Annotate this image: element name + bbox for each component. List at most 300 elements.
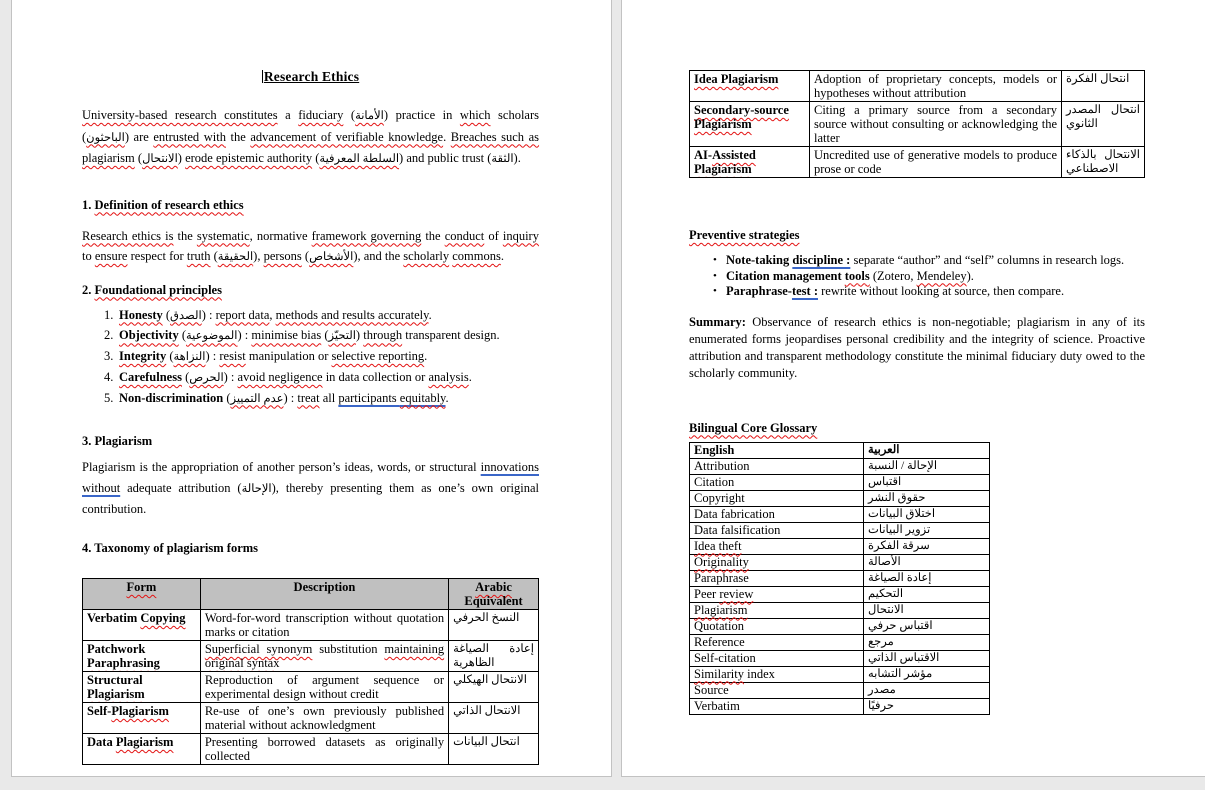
text-run: . xyxy=(468,369,472,384)
spellcheck-flagged-word: الأشخاص xyxy=(309,251,354,263)
english-term-cell xyxy=(690,490,864,506)
grammar-flagged-text: test : xyxy=(791,284,818,298)
spellcheck-flag-wrap xyxy=(694,603,747,617)
text-run: ) : xyxy=(201,307,216,322)
english-term-cell xyxy=(690,506,864,522)
arabic-term-cell: الإحالة / النسبة xyxy=(864,458,990,474)
text-run: a xyxy=(277,108,299,122)
definition-paragraph xyxy=(82,226,539,268)
english-term-cell xyxy=(690,602,864,618)
text-run: ) : xyxy=(205,349,220,364)
description-cell xyxy=(200,640,448,671)
spellcheck-flag-wrap xyxy=(86,132,125,144)
col-header-arabic-equivalent xyxy=(449,578,539,609)
arabic-term-cell: حقوق النشر xyxy=(864,490,990,506)
text-run: transparent design. xyxy=(402,328,500,343)
spellcheck-flagged-word: النزاهة xyxy=(173,351,206,364)
spellcheck-flag-wrap xyxy=(119,370,182,384)
text-run: substitution xyxy=(312,641,385,656)
arabic-term-cell: حرفيًا xyxy=(864,698,990,714)
text-cursor xyxy=(262,70,263,83)
arabic-term-cell: مرجع xyxy=(864,634,990,650)
spellcheck-flagged-word: الباحثون xyxy=(86,131,125,144)
spellcheck-flag-wrap xyxy=(329,330,356,342)
spellcheck-flag-wrap xyxy=(312,229,422,243)
spellcheck-flagged-word: Plagiarism xyxy=(694,602,748,617)
arabic-equivalent-cell: إعادة الصياغة الظاهرية xyxy=(449,640,539,671)
heading-preventive-strategies xyxy=(689,226,1145,244)
spellcheck-flag-wrap xyxy=(331,349,428,364)
spellcheck-flag-wrap xyxy=(82,229,173,243)
text-run: 4. Taxonomy of plagiarism forms xyxy=(82,540,259,555)
text-run: الثقة xyxy=(491,153,514,165)
spellcheck-flag-wrap xyxy=(452,249,501,263)
spellcheck-flag-wrap xyxy=(119,308,163,322)
glossary-row xyxy=(690,538,990,554)
page-1-content xyxy=(82,68,539,765)
text-run: Re-use of one’s own previously published material without acknowledgment xyxy=(204,703,445,732)
spellcheck-flagged-word: Plagiarism xyxy=(115,734,174,749)
spellcheck-flag-wrap xyxy=(403,249,449,263)
spellcheck-flagged-word: resist xyxy=(219,349,246,364)
spellcheck-flag-wrap xyxy=(319,153,399,165)
text-run: ( xyxy=(178,328,187,343)
col-header-english xyxy=(690,442,864,458)
spellcheck-flagged-word: الصدق xyxy=(170,309,202,322)
english-term-cell xyxy=(690,458,864,474)
text-run: Presenting borrowed datasets as originally collected xyxy=(204,734,445,763)
spellcheck-flag-wrap xyxy=(116,735,174,749)
text-run: 3. xyxy=(104,349,114,364)
text-run: Source xyxy=(694,682,729,697)
spellcheck-flag-wrap xyxy=(355,110,384,122)
table-row xyxy=(690,71,1145,102)
text-run: Note-taking xyxy=(726,253,793,267)
spellcheck-flag-wrap xyxy=(689,228,800,242)
description-cell xyxy=(200,733,448,764)
arabic-term-cell: مصدر xyxy=(864,682,990,698)
col-header-form xyxy=(83,578,201,609)
spellcheck-flagged-word: fiduciary xyxy=(298,108,344,122)
spellcheck-flagged-word: inquiry xyxy=(502,228,539,243)
glossary-row xyxy=(690,506,990,522)
glossary-row xyxy=(690,602,990,618)
text-run: ( xyxy=(210,249,218,263)
text-run: all xyxy=(319,390,339,405)
text-run: Reference xyxy=(694,634,745,649)
spellcheck-flagged-word: عدم التمييز xyxy=(230,392,284,405)
text-run: Data fabrication xyxy=(694,506,775,521)
heading-plagiarism xyxy=(82,432,539,450)
text-run: ) xyxy=(355,328,364,343)
glossary-row xyxy=(690,554,990,570)
spellcheck-flagged-word: Arabic xyxy=(475,579,512,594)
preventive-strategies-list xyxy=(689,253,1145,300)
grammar-flagged-text xyxy=(400,391,446,405)
spellcheck-flag-wrap xyxy=(95,249,128,263)
glossary-row xyxy=(690,586,990,602)
arabic-equivalent-cell: انتحال المصدر الثانوي xyxy=(1062,102,1145,147)
arabic-equivalent-cell: انتحال الفكرة xyxy=(1062,71,1145,102)
text-run: separate “author” and “self” columns in research logs. xyxy=(850,253,1125,267)
english-term-cell xyxy=(690,570,864,586)
spellcheck-flag-wrap xyxy=(460,108,491,122)
spellcheck-flag-wrap xyxy=(219,349,245,363)
form-cell xyxy=(690,102,810,147)
col-header-description xyxy=(200,578,448,609)
spellcheck-flag-wrap xyxy=(205,642,313,656)
text-run: Citing a primary source from a secondary source without consulting or acknowledging the latter xyxy=(814,103,1057,145)
text-run: Paraphrase xyxy=(694,570,749,585)
text-run: Plagiarism is the appropriation of another person’s ideas, words, or structural xyxy=(82,460,481,475)
spellcheck-flag-wrap xyxy=(187,249,211,263)
spellcheck-flagged-word: Idea theft xyxy=(694,538,742,553)
form-cell xyxy=(83,640,201,671)
principles-list xyxy=(82,306,539,410)
text-run: Reproduction of argument sequence or experimental design without credit xyxy=(204,672,445,701)
list-item xyxy=(713,284,1145,300)
spellcheck-flag-wrap xyxy=(264,249,302,263)
spellcheck-flag-wrap xyxy=(216,308,270,322)
english-term-cell xyxy=(690,554,864,570)
heading-taxonomy xyxy=(82,539,539,557)
spellcheck-flagged-word: Originality xyxy=(694,554,749,569)
text-run: to xyxy=(82,249,95,263)
text-run: . xyxy=(500,249,504,263)
text-run: manipulation or xyxy=(245,349,332,364)
spellcheck-flag-wrap xyxy=(197,229,250,243)
spellcheck-flagged-word: conduct xyxy=(444,228,485,243)
spellcheck-flagged-word: methods and results accurately xyxy=(275,307,429,322)
text-run: ) practice in xyxy=(383,108,460,122)
list-item xyxy=(104,368,539,389)
spellcheck-flag-wrap xyxy=(694,103,789,131)
arabic-term-cell: سرقة الفكرة xyxy=(864,538,990,554)
spellcheck-flag-wrap xyxy=(694,555,749,569)
spellcheck-flagged-word: الموضوعية xyxy=(186,330,238,343)
description-cell xyxy=(200,702,448,733)
text-run: Verbatim xyxy=(694,698,740,713)
description-cell xyxy=(200,671,448,702)
text-run: Data xyxy=(87,734,116,749)
grammar-flagged-text: participants xyxy=(338,390,400,405)
page-2[interactable] xyxy=(621,0,1205,777)
spellcheck-flag-wrap xyxy=(297,391,319,405)
text-run: 5. xyxy=(104,390,114,405)
spellcheck-flagged-word: Plagiarism xyxy=(87,686,145,701)
text-run: 1. xyxy=(82,197,95,212)
spellcheck-flagged-word: Similarity xyxy=(694,666,744,681)
spellcheck-flagged-word: Foundational principles xyxy=(94,282,222,297)
text-run: Description xyxy=(293,579,356,594)
text-run: Citation management xyxy=(726,268,845,283)
text-run: ), thereby presenting them as one’s own original contribution. xyxy=(82,480,539,517)
spellcheck-flagged-word: الحقيقة xyxy=(217,251,254,263)
spellcheck-flag-wrap xyxy=(694,667,744,681)
text-run: ), xyxy=(253,249,264,263)
text-run: ) and public trust ( xyxy=(399,151,492,165)
english-term-cell xyxy=(690,474,864,490)
spellcheck-flagged-word: equitably xyxy=(399,390,446,405)
spellcheck-flagged-word: Preventive strategies xyxy=(689,228,800,242)
english-term-cell xyxy=(690,634,864,650)
spellcheck-flagged-word: Paraphrasing xyxy=(87,655,160,670)
arabic-equivalent-cell: النسخ الحرفي xyxy=(449,609,539,640)
table-row xyxy=(690,102,1145,147)
glossary-row xyxy=(690,650,990,666)
description-cell xyxy=(200,609,448,640)
spellcheck-flagged-word: truth xyxy=(186,249,211,263)
spellcheck-flag-wrap xyxy=(363,328,402,342)
page-2-content xyxy=(689,70,1145,715)
glossary-row xyxy=(690,666,990,682)
spellcheck-flagged-word: Breaches such as xyxy=(450,129,540,144)
text-run: of xyxy=(484,228,503,243)
text-run: , normative xyxy=(249,228,312,243)
text-run: ). xyxy=(513,151,521,165)
spellcheck-flag-wrap xyxy=(142,153,178,165)
arabic-equivalent-cell: الانتحال بالذكاء الاصطناعي xyxy=(1062,147,1145,178)
text-run: ) : xyxy=(237,328,252,343)
arabic-term-cell: مؤشر التشابه xyxy=(864,666,990,682)
spellcheck-flagged-word: ensure xyxy=(94,249,128,263)
text-run: scholars ( xyxy=(82,108,539,144)
text-run: . xyxy=(443,129,451,144)
arabic-equivalent-cell: الانتحال الذاتي xyxy=(449,702,539,733)
spellcheck-flag-wrap xyxy=(475,580,512,594)
form-cell xyxy=(83,609,201,640)
spellcheck-flag-wrap xyxy=(119,349,166,363)
text-run: (Zotero, xyxy=(869,268,917,283)
spellcheck-flagged-word: framework governing xyxy=(311,228,422,243)
spellcheck-flagged-word: avoid negligence xyxy=(237,369,323,384)
spellcheck-flagged-word: through xyxy=(363,328,403,343)
spellcheck-flag-wrap xyxy=(174,351,206,363)
grammar-flagged-text: discipline : xyxy=(792,253,851,267)
text-run: the xyxy=(421,228,445,243)
spellcheck-flagged-word: commons xyxy=(452,249,501,263)
text-run: ( xyxy=(321,328,329,343)
arabic-term-cell: الاقتباس الذاتي xyxy=(864,650,990,666)
list-item xyxy=(713,269,1145,285)
col-header-arabic: العربية xyxy=(864,442,990,458)
spellcheck-flagged-word: Superficial synonym xyxy=(204,641,313,656)
text-run: ( xyxy=(134,151,143,165)
text-run: Structural xyxy=(87,672,143,687)
text-run: , xyxy=(269,307,276,322)
form-cell xyxy=(83,671,201,702)
text-run: ), and the xyxy=(353,249,404,263)
spellcheck-flagged-word: Secondary-source Plagiarism xyxy=(694,103,789,131)
text-run: Non-discrimination xyxy=(119,390,224,405)
text-run: Peer xyxy=(694,586,720,601)
text-run: الإحالة xyxy=(241,482,272,495)
text-run: 1. xyxy=(104,307,114,322)
heading-glossary xyxy=(689,419,1145,437)
glossary-row xyxy=(690,698,990,714)
description-cell xyxy=(810,102,1062,147)
spellcheck-flag-wrap xyxy=(276,308,429,322)
text-run: Equivalent xyxy=(464,593,523,608)
text-run: ( xyxy=(166,349,174,364)
document-title: Research Ethics xyxy=(263,69,360,84)
description-cell xyxy=(810,147,1062,178)
text-run: ). xyxy=(966,268,974,283)
glossary-row xyxy=(690,618,990,634)
text-run: Word-for-word transcription without quotation marks or citation xyxy=(204,610,445,639)
spellcheck-flagged-word: Idea Plagiarism xyxy=(694,72,779,86)
spellcheck-flagged-word: advancement of verifiable knowledge xyxy=(250,129,444,144)
spellcheck-flag-wrap xyxy=(845,269,870,283)
spellcheck-flagged-word: Bilingual Core Glossary xyxy=(689,420,818,435)
taxonomy-table xyxy=(82,578,539,765)
text-run: Verbatim xyxy=(87,610,141,625)
spellcheck-flag-wrap xyxy=(95,283,222,297)
spellcheck-flag-wrap xyxy=(503,229,539,243)
text-run: ) xyxy=(177,151,186,165)
english-term-cell xyxy=(690,586,864,602)
text-run: . xyxy=(445,390,449,405)
table-row xyxy=(83,671,539,702)
spellcheck-flagged-word: maintaining original syntax xyxy=(204,641,445,670)
spellcheck-flagged-word: scholarly xyxy=(403,249,450,263)
glossary-row xyxy=(690,522,990,538)
spellcheck-flagged-word: analysis xyxy=(428,369,469,384)
spellcheck-flagged-word: Definition of research ethics xyxy=(94,197,244,212)
plagiarism-paragraph xyxy=(82,457,539,520)
spellcheck-flag-wrap xyxy=(82,151,135,165)
spellcheck-flag-wrap xyxy=(140,611,185,625)
spellcheck-flagged-word: Mendeley xyxy=(916,268,967,283)
text-run: the xyxy=(225,129,251,144)
taxonomy-header-row xyxy=(83,578,539,609)
spellcheck-flagged-word: Plagiarism xyxy=(111,703,169,718)
text-run: the xyxy=(173,228,197,243)
spellcheck-flag-wrap xyxy=(298,108,343,122)
text-run: Citation xyxy=(694,474,735,489)
text-run: ( xyxy=(343,108,356,122)
text-run: Attribution xyxy=(694,458,750,473)
text-run: Self-citation xyxy=(694,650,756,665)
spellcheck-flag-wrap xyxy=(185,151,312,165)
spellcheck-flagged-word: الأمانة xyxy=(355,110,384,122)
text-run: 4. xyxy=(104,369,114,384)
list-item xyxy=(104,347,539,368)
english-term-cell xyxy=(690,522,864,538)
text-run: AI- xyxy=(694,148,713,162)
spellcheck-flagged-word: الحرص xyxy=(189,371,224,384)
spellcheck-flagged-word: minimise bias xyxy=(251,328,322,343)
spellcheck-flagged-word: Copying xyxy=(140,610,186,625)
glossary-table xyxy=(689,442,990,715)
spellcheck-flagged-word: selective reporting xyxy=(331,349,425,364)
spellcheck-flagged-word: treat xyxy=(297,390,320,405)
text-run: index xyxy=(744,666,775,681)
spellcheck-flag-wrap xyxy=(87,687,145,701)
text-run: Uncredited use of generative models to produce prose or code xyxy=(814,148,1057,176)
spellcheck-flag-wrap xyxy=(719,587,753,601)
glossary-row xyxy=(690,682,990,698)
text-run: Patchwork xyxy=(87,641,146,656)
spellcheck-flag-wrap xyxy=(119,328,179,342)
spellcheck-flag-wrap xyxy=(250,130,443,144)
text-run: English xyxy=(694,442,735,457)
text-run: ( xyxy=(181,369,190,384)
spellcheck-flag-wrap xyxy=(230,393,283,405)
spellcheck-flag-wrap xyxy=(186,330,238,342)
spellcheck-flag-wrap xyxy=(689,421,817,435)
spellcheck-flagged-word: Honesty xyxy=(119,307,163,322)
glossary-row xyxy=(690,634,990,650)
description-cell xyxy=(810,71,1062,102)
spellcheck-flag-wrap xyxy=(170,310,202,322)
page-1[interactable] xyxy=(11,0,612,777)
spellcheck-flag-wrap xyxy=(111,704,169,718)
form-cell xyxy=(690,71,810,102)
text-run: in data collection or xyxy=(322,369,429,384)
spellcheck-flag-wrap xyxy=(82,108,278,122)
spellcheck-flagged-word: which xyxy=(459,108,491,122)
spellcheck-flagged-word: Objectivity xyxy=(119,328,179,343)
spellcheck-flag-wrap xyxy=(95,198,244,212)
text-run: Summary: xyxy=(689,314,746,329)
spellcheck-flagged-word: report data xyxy=(215,307,270,322)
text-run: . xyxy=(428,307,432,322)
list-item xyxy=(104,326,539,347)
text-run: Observance of research ethics is non-negotiable; plagiarism in any of its enumerated forms jeopardises personal credibility and the integrity of science. Proactive attribution and transparent methodology constitute the minimal fiduciary duty owed to the scholarly community. xyxy=(689,314,1145,380)
text-run: ) : xyxy=(283,390,298,405)
spellcheck-flagged-word: التحيّز xyxy=(328,330,356,343)
spellcheck-flagged-word: Form xyxy=(126,579,157,594)
spellcheck-flagged-word: systematic xyxy=(196,228,250,243)
spellcheck-flagged-word: University-based research constitutes xyxy=(82,108,278,122)
spellcheck-flag-wrap xyxy=(251,328,321,342)
spellcheck-flag-wrap xyxy=(126,580,156,594)
spellcheck-flagged-word: السلطة المعرفية xyxy=(319,153,400,165)
spellcheck-flag-wrap xyxy=(694,539,742,553)
arabic-term-cell: تزوير البيانات xyxy=(864,522,990,538)
spellcheck-flag-wrap xyxy=(218,251,253,263)
glossary-row xyxy=(690,474,990,490)
spellcheck-flagged-word: الانتحال xyxy=(142,153,178,165)
glossary-row xyxy=(690,458,990,474)
list-item xyxy=(104,389,539,410)
text-run: Adoption of proprietary concepts, models or hypotheses without attribution xyxy=(814,72,1057,100)
spellcheck-flag-wrap xyxy=(445,229,485,243)
text-run: 2. xyxy=(104,328,114,343)
text-run: 2. xyxy=(82,282,95,297)
form-cell xyxy=(690,147,810,178)
spellcheck-flag-wrap xyxy=(238,370,323,384)
table-row xyxy=(83,733,539,764)
text-run: ( xyxy=(223,390,231,405)
taxonomy-table-continued xyxy=(689,70,1145,178)
spellcheck-flag-wrap xyxy=(428,370,468,384)
table-row xyxy=(83,640,539,671)
summary-paragraph xyxy=(689,314,1145,382)
heading-principles xyxy=(82,281,539,299)
text-run: respect for xyxy=(127,249,187,263)
text-run: Copyright xyxy=(694,490,745,505)
table-row xyxy=(83,609,539,640)
arabic-term-cell: إعادة الصياغة xyxy=(864,570,990,586)
english-term-cell xyxy=(690,618,864,634)
form-cell xyxy=(83,702,201,733)
spellcheck-flagged-word: review xyxy=(719,586,754,601)
text-run: Quotation xyxy=(694,618,744,633)
text-run: Data falsification xyxy=(694,522,781,537)
spellcheck-flag-wrap xyxy=(189,372,223,384)
